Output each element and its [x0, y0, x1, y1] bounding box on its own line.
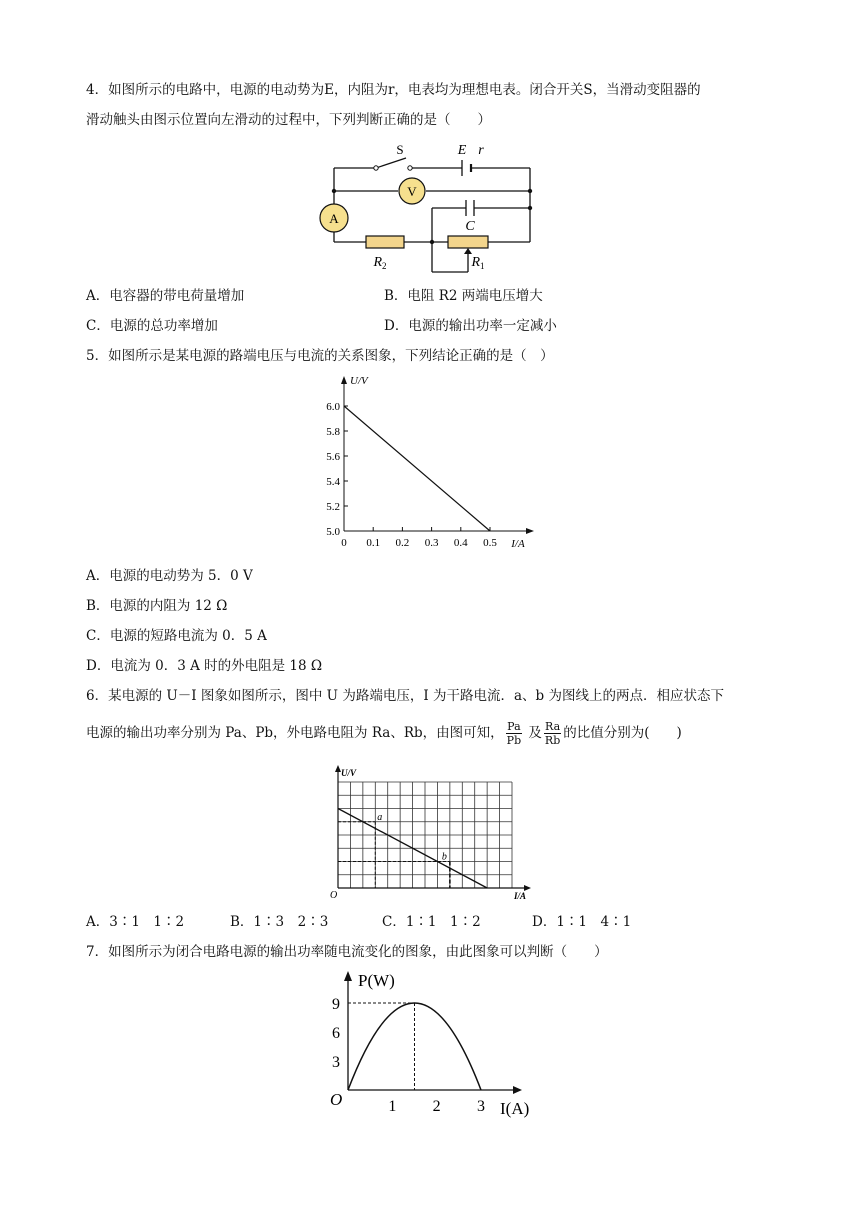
q5-option-d[interactable]: D．电流为 0．3 A 时的外电阻是 18 Ω — [86, 658, 323, 674]
emf-label: E — [457, 143, 467, 158]
r2-label: R — [373, 255, 383, 270]
q6-stem-line2-pre: 电源的输出功率分别为 Pa、Pb，外电路电阻为 Ra、Rb，由图可知， — [86, 725, 504, 741]
series-line — [344, 406, 490, 531]
x-axis-arrow — [513, 1086, 522, 1094]
q6-stem-line2-post: 的比值分别为( ) — [563, 725, 682, 741]
q5-option-b[interactable]: B．电源的内阻为 12 Ω — [86, 598, 228, 614]
origin-label: O — [330, 1090, 343, 1109]
power-ratio — [506, 720, 522, 747]
point-a-label: a — [377, 811, 383, 823]
y-tick-label: 5.2 — [326, 501, 340, 513]
ui-chart — [318, 370, 548, 555]
resistance-ratio — [544, 720, 561, 747]
capacitor-label: C — [465, 219, 475, 234]
ui-chart-3 — [322, 966, 542, 1126]
q6-option-b[interactable]: B．1∶3 2∶3 — [230, 914, 329, 930]
y-tick-label: 6 — [332, 1025, 340, 1042]
y-tick-label: 3 — [332, 1054, 340, 1071]
q4-option-b[interactable]: B．电阻 R2 两端电压增大 — [384, 288, 543, 304]
point-b-label: b — [441, 851, 447, 863]
y-axis-label: U/V — [350, 375, 368, 387]
r1-subscript: 1 — [480, 261, 485, 271]
x-axis-label: I/A — [514, 891, 527, 901]
y-tick-label: 5.6 — [326, 451, 340, 463]
x-axis-label: I/A — [511, 538, 525, 550]
resistance-ratio-den: Rb — [544, 734, 561, 747]
q4-stem-line2: 滑动触头由图示位置向左滑动的过程中，下列判断正确的是（ ） — [86, 112, 491, 128]
power-ratio-num: Pa — [507, 720, 521, 733]
y-tick-label: 9 — [332, 996, 340, 1013]
q4-stem-line1: 4．如图所示的电路中，电源的电动势为E，内阻为r，电表均为理想电表。闭合开关S，当滑动变阻器的 — [86, 82, 701, 98]
q5-option-c[interactable]: C．电源的短路电流为 0．5 A — [86, 628, 267, 644]
y-tick-label: 6.0 — [326, 401, 340, 413]
power-ratio-den: Pb — [506, 734, 522, 747]
svg-text:R2 — [372, 255, 386, 271]
switch-label: S — [396, 142, 404, 157]
x-tick-label: 0 — [341, 537, 347, 549]
x-tick-label: 0.2 — [395, 537, 410, 549]
x-tick-label: 2 — [432, 1098, 441, 1115]
internal-resistance-label: r — [478, 143, 484, 158]
y-tick-label: 5.8 — [326, 426, 340, 438]
x-tick-label: 0.4 — [453, 537, 468, 549]
x-tick-label: 0.3 — [424, 537, 439, 549]
y-axis-arrow — [344, 971, 352, 981]
y-axis-label: U/V — [341, 768, 357, 778]
q6-stem-line2 — [86, 718, 682, 748]
q4-option-d[interactable]: D．电源的输出功率一定减小 — [384, 318, 557, 334]
q4-option-a[interactable]: A．电容器的带电荷量增加 — [86, 288, 245, 304]
x-axis-label: I(A) — [500, 1099, 530, 1118]
resistance-ratio-num: Ra — [545, 720, 561, 733]
circuit-diagram — [318, 138, 548, 278]
q5-option-a[interactable]: A．电源的电动势为 5．0 V — [86, 568, 253, 584]
ammeter-label: A — [329, 211, 339, 226]
voltmeter-label: V — [407, 184, 417, 199]
y-tick-label: 5.4 — [326, 476, 340, 488]
q5-stem: 5．如图所示是某电源的路端电压与电流的关系图象，下列结论正确的是（ ） — [86, 348, 554, 364]
y-axis-arrow — [341, 376, 347, 384]
q6-option-a[interactable]: A．3∶1 1∶2 — [86, 914, 185, 930]
q6-option-d[interactable]: D．1∶1 4∶1 — [532, 914, 632, 930]
series-curve — [348, 1003, 481, 1090]
origin-label: O — [330, 890, 338, 901]
and-text: 及 — [528, 725, 542, 741]
q6-stem-line1: 6．某电源的 U－I 图象如图所示，图中 U 为路端电压，I 为干路电流．a、b 为图线上的两点．相应状态下 — [86, 688, 724, 704]
r2-subscript: 2 — [382, 261, 387, 271]
x-tick-label: 0.5 — [483, 537, 497, 549]
x-tick-label: 0.1 — [366, 537, 381, 549]
y-tick-label: 5.0 — [326, 526, 340, 538]
q6-option-c[interactable]: C．1∶1 1∶2 — [382, 914, 481, 930]
x-tick-label: 1 — [388, 1098, 397, 1115]
r1-label: R — [471, 255, 481, 270]
x-axis-arrow — [526, 528, 534, 534]
ui-chart-2 — [318, 762, 538, 904]
q4-option-c[interactable]: C．电源的总功率增加 — [86, 318, 218, 334]
svg-text:R1 — [470, 255, 484, 271]
y-axis-label: P(W) — [358, 971, 395, 990]
x-tick-label: 3 — [477, 1098, 485, 1115]
q7-stem: 7．如图所示为闭合电路电源的输出功率随电流变化的图象，由此图象可以判断（ ） — [86, 944, 608, 960]
